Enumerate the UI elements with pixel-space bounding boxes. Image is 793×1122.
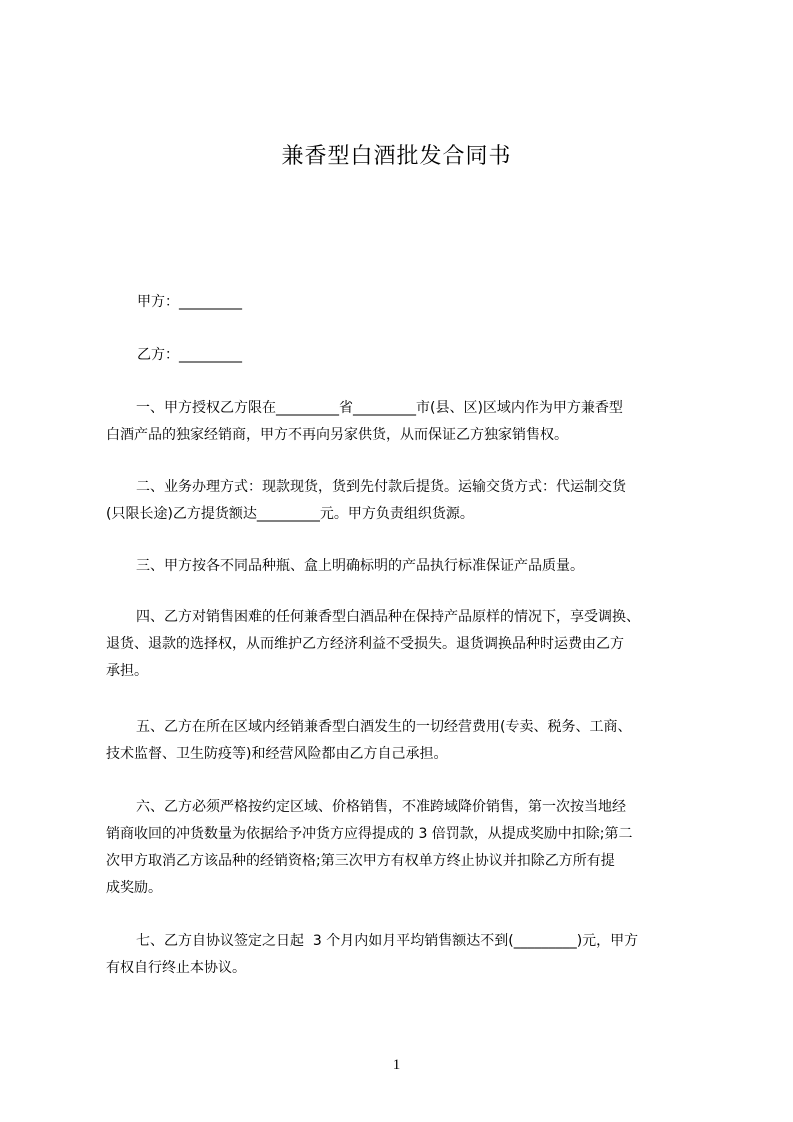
clause-3 [106, 553, 704, 580]
clause-5-line-1: 五、乙方在所在区域内经销兼香型白酒发生的一切经营费用(专卖、税务、工商、 [136, 719, 632, 735]
clause-5-line-2: 技术监督、卫生防疫等)和经营风险都由乙方自己承担。 [106, 746, 448, 762]
page-number: 1 [392, 1057, 401, 1073]
clause-7 [106, 928, 704, 982]
clause-1 [106, 395, 704, 449]
clause-2 [106, 474, 704, 528]
clause-3-line-1: 三、甲方按各不同品种瓶、盒上明确标明的产品执行标准保证产品质量。 [136, 558, 584, 574]
clause-6-line-1: 六、乙方必须严格按约定区域、价格销售，不准跨域降价销售，第一次按当地经 [136, 799, 626, 815]
clause-4 [106, 604, 704, 685]
clause-4-line-3: 承担。 [106, 663, 148, 679]
clause-5 [106, 714, 704, 768]
clause-6-line-2: 销商收回的冲货数量为依据给予冲货方应得提成的 3 倍罚款，从提成奖励中扣除;第二 [106, 826, 633, 842]
clause-1-line-2: 白酒产品的独家经销商，甲方不再向另家供货，从而保证乙方独家销售权。 [106, 427, 568, 443]
party-a-line: 甲方：_________ [137, 294, 242, 310]
clause-4-line-2: 退货、退款的选择权，从而维护乙方经济利益不受损失。退货调换品种时运费由乙方 [106, 636, 624, 652]
clause-7-line-2: 有权自行终止本协议。 [106, 960, 246, 976]
document-title: 兼香型白酒批发合同书 [281, 144, 512, 169]
clause-6-line-4: 成奖励。 [106, 880, 162, 896]
clause-4-line-1: 四、乙方对销售困难的任何兼香型白酒品种在保持产品原样的情况下，享受调换、 [136, 609, 640, 625]
clause-6-line-3: 次甲方取消乙方该品种的经销资格;第三次甲方有权单方终止协议并扣除乙方所有提 [106, 853, 615, 869]
clause-6 [106, 794, 704, 902]
party-b-line: 乙方：_________ [137, 347, 242, 363]
clause-7-line-1: 七、乙方自协议签定之日起 3 个月内如月平均销售额达不到(_________)元，甲方 [136, 933, 639, 949]
clause-2-line-2: (只限长途)乙方提货额达_________元。甲方负责组织货源。 [106, 506, 474, 522]
clause-2-line-1: 二、业务办理方式：现款现货，货到先付款后提货。运输交货方式：代运制交货 [136, 479, 626, 495]
clause-1-line-1: 一、甲方授权乙方限在_________省_________市(县、区)区域内作为甲方兼香型 [136, 400, 623, 416]
